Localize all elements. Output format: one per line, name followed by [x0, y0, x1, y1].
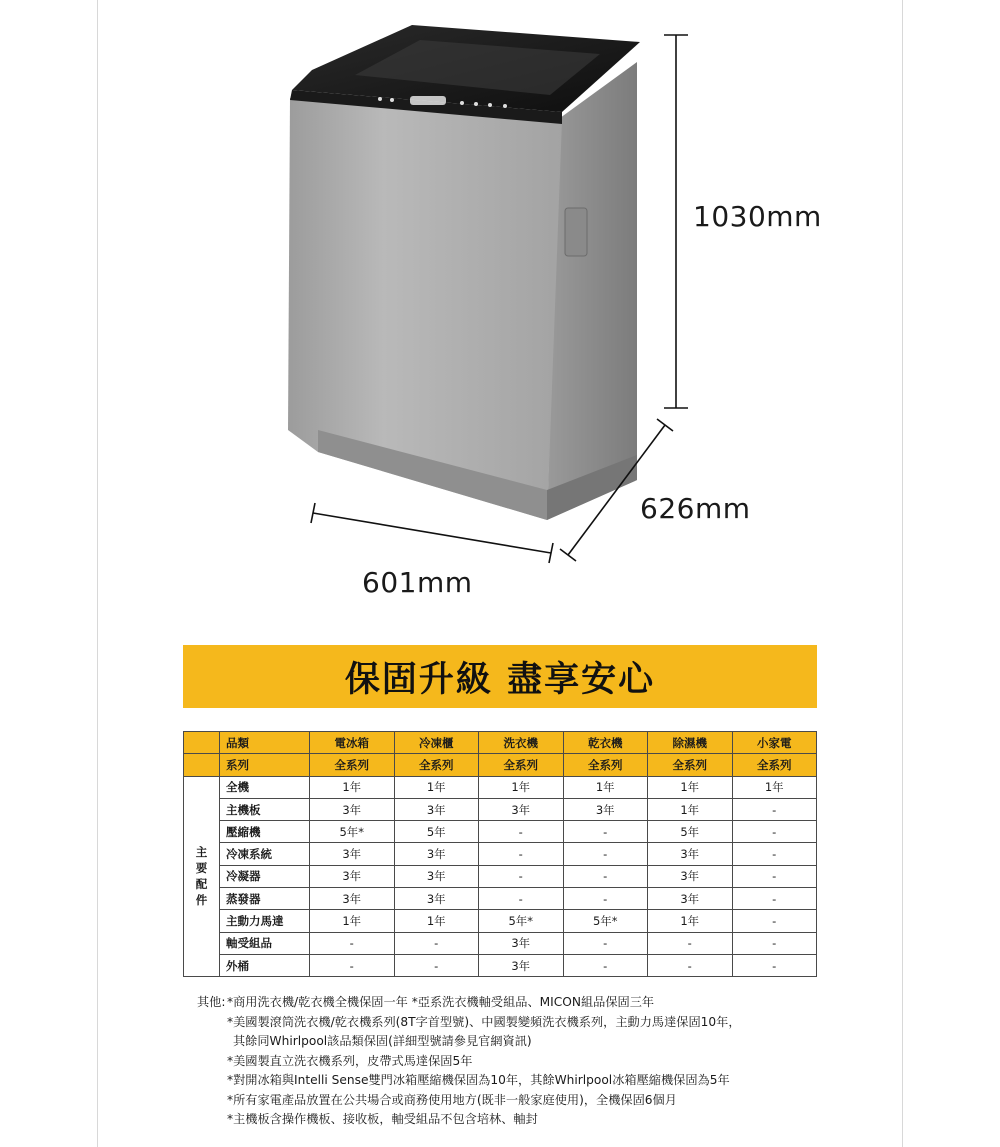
table-cell: 1年	[732, 776, 817, 798]
table-cell: 1年	[310, 776, 395, 798]
note-text: 其餘同Whirlpool該品類保固(詳細型號請參見官網資訊)	[233, 1034, 532, 1048]
header-cell: 小家電	[732, 732, 817, 754]
header-blank	[184, 732, 220, 754]
row-label: 主機板	[220, 798, 310, 820]
table-cell: 3年	[310, 865, 395, 887]
table-row	[184, 798, 817, 820]
note-line: *美國製直立洗衣機系列，皮帶式馬達保固5年	[227, 1053, 473, 1068]
header-cell: 冷凍櫃	[394, 732, 479, 754]
row-label: 壓縮機	[220, 821, 310, 843]
table-cell: 3年	[479, 798, 564, 820]
table-cell: -	[479, 888, 564, 910]
table-cell: 3年	[479, 954, 564, 976]
table-cell: -	[732, 865, 817, 887]
header-cell: 全系列	[479, 754, 564, 776]
table-row	[184, 865, 817, 887]
row-label: 軸受組品	[220, 932, 310, 954]
table-cell: -	[394, 932, 479, 954]
side-label-char: 件	[195, 893, 208, 908]
table-cell: 3年	[648, 843, 733, 865]
warranty-notes	[197, 993, 817, 1130]
width-dimension-label: 601mm	[362, 566, 473, 599]
header-cell: 全系列	[732, 754, 817, 776]
table-cell: -	[732, 798, 817, 820]
table-cell: 1年	[479, 776, 564, 798]
table-cell: -	[563, 888, 648, 910]
note-line	[197, 1032, 817, 1052]
table-cell: 1年	[648, 776, 733, 798]
note-line	[197, 993, 817, 1013]
header-cell: 除濕機	[648, 732, 733, 754]
table-cell: 5年*	[310, 821, 395, 843]
warranty-table	[183, 731, 817, 977]
table-cell: 5年*	[479, 910, 564, 932]
depth-dimension-label: 626mm	[640, 492, 751, 525]
note-line: *所有家電產品放置在公共場合或商務使用地方(既非一般家庭使用)，全機保固6個月	[227, 1092, 677, 1107]
table-cell: -	[563, 932, 648, 954]
table-cell: 1年	[563, 776, 648, 798]
warranty-banner	[183, 645, 817, 708]
banner-title: 保固升級 盡享安心	[344, 659, 656, 700]
table-cell: -	[563, 865, 648, 887]
table-row	[184, 888, 817, 910]
header-cell: 系列	[220, 754, 310, 776]
notes-prefix: 其他:	[197, 995, 226, 1009]
table-row	[184, 776, 817, 798]
table-cell: 1年	[394, 910, 479, 932]
table-cell: -	[732, 888, 817, 910]
table-cell: 3年	[310, 798, 395, 820]
header-cell: 全系列	[563, 754, 648, 776]
table-cell: 1年	[310, 910, 395, 932]
table-cell: 3年	[394, 888, 479, 910]
side-label-main-parts	[184, 776, 220, 977]
table-cell: -	[394, 954, 479, 976]
side-label-char: 要	[195, 861, 208, 876]
table-cell: 3年	[648, 888, 733, 910]
row-label: 全機	[220, 776, 310, 798]
note-line: *對開冰箱與Intelli Sense雙門冰箱壓縮機保固為10年，其餘Whirlpool冰箱壓縮機保固為5年	[227, 1073, 730, 1087]
table-cell: -	[732, 954, 817, 976]
table-cell: 3年	[648, 865, 733, 887]
header-cell: 乾衣機	[563, 732, 648, 754]
table-cell: 3年	[563, 798, 648, 820]
table-cell: -	[648, 954, 733, 976]
table-cell: 3年	[394, 798, 479, 820]
table-cell: -	[563, 843, 648, 865]
table-cell: -	[732, 910, 817, 932]
table-header-series	[184, 754, 817, 776]
side-label-char: 主	[195, 845, 208, 860]
table-cell: -	[479, 821, 564, 843]
table-cell: -	[479, 843, 564, 865]
table-cell: 5年*	[563, 910, 648, 932]
table-cell: 3年	[394, 843, 479, 865]
table-cell: -	[479, 865, 564, 887]
header-cell: 全系列	[648, 754, 733, 776]
table-cell: 1年	[648, 910, 733, 932]
note-text: *商用洗衣機/乾衣機全機保固一年 *亞系洗衣機軸受組品、MICON組品保固三年	[227, 995, 655, 1009]
table-cell: -	[732, 932, 817, 954]
row-label: 冷凍系統	[220, 843, 310, 865]
header-cell: 全系列	[394, 754, 479, 776]
header-cell: 全系列	[310, 754, 395, 776]
table-cell: -	[732, 821, 817, 843]
row-label: 主動力馬達	[220, 910, 310, 932]
header-blank	[184, 754, 220, 776]
table-cell: 3年	[310, 888, 395, 910]
table-cell: -	[310, 932, 395, 954]
display-panel	[410, 96, 446, 105]
row-label: 外桶	[220, 954, 310, 976]
note-line: *主機板含操作機板、接收板，軸受組品不包含培林、軸封	[227, 1112, 538, 1126]
table-row	[184, 954, 817, 976]
table-cell: -	[310, 954, 395, 976]
note-line: *美國製滾筒洗衣機/乾衣機系列(8T字首型號)、中國製變頻洗衣機系列，主動力馬達保固10年，	[227, 1014, 741, 1029]
row-label: 蒸發器	[220, 888, 310, 910]
table-header-category	[184, 732, 817, 754]
table-cell: 3年	[394, 865, 479, 887]
table-cell: -	[648, 932, 733, 954]
table-cell: 3年	[310, 843, 395, 865]
height-dimension-label: 1030mm	[693, 200, 822, 233]
table-row	[184, 821, 817, 843]
header-cell: 品類	[220, 732, 310, 754]
side-label-char: 配	[195, 877, 208, 892]
table-row	[184, 843, 817, 865]
table-cell: 1年	[648, 798, 733, 820]
table-cell: 5年	[394, 821, 479, 843]
header-cell: 洗衣機	[479, 732, 564, 754]
table-cell: -	[563, 954, 648, 976]
table-row	[184, 910, 817, 932]
table-cell: 3年	[479, 932, 564, 954]
machine-front-panel	[288, 98, 562, 520]
table-cell: -	[732, 843, 817, 865]
row-label: 冷凝器	[220, 865, 310, 887]
header-cell: 電冰箱	[310, 732, 395, 754]
table-cell: -	[563, 821, 648, 843]
table-cell: 5年	[648, 821, 733, 843]
side-handle	[565, 208, 587, 256]
table-cell: 1年	[394, 776, 479, 798]
table-row	[184, 932, 817, 954]
